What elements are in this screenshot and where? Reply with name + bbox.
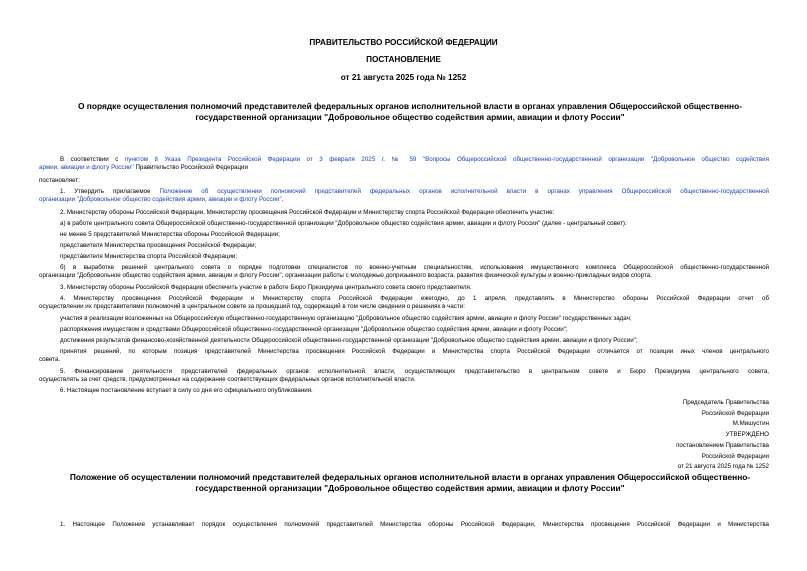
paragraph-line: не менее 5 представителей Министерства обороны Российской Федерации; [60,231,280,238]
paragraph-line: организации "Добровольное общество содействия армии, авиации и флоту России", организации работы с молодежью допризывного возраста, развития физической культуры и военно-прикладных видов спорта. [39,272,652,279]
signature-role: Председатель Правительства [682,399,769,406]
paragraph-line: 1. Настоящее Положение устанавливает порядок осуществления полномочий представителей Министерства обороны Российской Федерации, Министерства просвещения Российской Федерации и Министерства [60,521,769,528]
polozhenie-link-cont[interactable]: организации "Добровольное общество содействия армии, авиации и флоту России" [39,196,282,203]
approved-line: от 21 августа 2025 года № 1252 [677,463,769,471]
paragraph-line: представителя Министерства спорта Российской Федерации; [60,253,238,260]
signature-role: Российской Федерации [701,409,769,417]
paragraph-line: постановляет: [39,177,80,184]
paragraph-line [39,164,248,172]
doc-date-number: от 21 августа 2025 года № 1252 [340,73,467,82]
gov-header: ПРАВИТЕЛЬСТВО РОССИЙСКОЙ ФЕДЕРАЦИИ [309,38,498,47]
annex-title-line: государственной организации "Добровольное общество содействия армии, авиации и флоту России" [195,483,625,493]
doc-type: ПОСТАНОВЛЕНИЕ [366,55,441,64]
polozhenie-link[interactable]: Положение об осуществлении полномочий представителей федеральных органов исполнительной власти в органах управления Общероссийской общественно-государственной [159,188,769,195]
approved-line: Российской Федерации [701,452,769,460]
approved-word: УТВЕРЖДЕНО [725,431,769,439]
paragraph-line: 2. Министерству обороны Российской Федерации, Министерству просвещения Российской Федерации и Министерству спорта Российской Федерации обеспечить участие: [60,209,555,216]
paragraph-line: совета. [39,356,60,363]
doc-title [50,101,770,123]
annex-title [50,472,770,494]
paragraph-line: 4. Министерству просвещения Российской Федерации и Министерству спорта Российской Федерации ежегодно, до 1 апреля, представлять в Министерство обороны Российской Федерации отчет об [60,295,769,302]
paragraph-line: представителя Министерства просвещения Российской Федерации; [60,242,257,249]
paragraph-line [60,188,769,196]
paragraph-line: 6. Настоящее постановление вступает в силу со дня его официального опубликования. [60,387,313,394]
paragraph-line: достижения результатов финансово-хозяйственной деятельности Общероссийской общественно-государственной организации "Добровольное общество содействия армии, авиации и флоту России"; [60,337,638,344]
text-fragment: 1. Утвердить прилагаемое [60,188,160,195]
doc-title-line: О порядке осуществления полномочий представителей федеральных органов исполнительной власти в органах управления Общероссийской общественно- [77,101,743,111]
text-fragment: В соответствии с [60,156,125,163]
paragraph-line [60,156,769,164]
signature-block [676,398,769,473]
paragraph-line: участия в реализации возложенных на Общероссийскую общественно-государственную организацию "Добровольное общество содействия армии, авиации и флоту России" государственных задач; [60,315,632,322]
signature-name: М.Мишустин [732,420,769,428]
doc-title-line: государственной организации "Добровольное общество содействия армии, авиации и флоту России" [195,112,625,122]
paragraph-line [39,196,283,204]
annex-title-line: Положение об осуществлении полномочий представителей федеральных органов исполнительной власти в органах управления Общероссийской общественно- [69,472,751,482]
paragraph-line: осуществлении их представителями полномочий в центральном совете за прошедший год, содержащий в том числе сведения о решениях в части: [39,303,465,310]
paragraph-line: распоряжения имуществом и средствами Общероссийской общественно-государственной организации "Добровольное общество содействия армии, авиации и флоту России"; [60,326,568,333]
paragraph-line: а) в работе центрального совета Общероссийской общественно-государственной организации "Добровольное общество содействия армии, авиации и флоту России" (далее - центральный совет): [60,220,627,227]
text-fragment: . [281,196,284,203]
ukaz-link[interactable]: пунктом 8 Указа Президента Российской Федерации от 3 февраля 2025 г. № 59 "Вопросы Общероссийской общественно-государственной организации "Добровольное общество содействия [124,156,769,163]
paragraph-line: принятия решений, по которым позиция представителей Министерства просвещения Российской Федерации и Министерства спорта Российской Федерации отличается от позиции иных членов центрального [60,348,769,355]
paragraph-line: б) в выработке решений центрального совета о порядке подготовки специалистов по военно-учетным специальностям, использования имущественного комплекса Общероссийской общественно-государственной [60,264,769,271]
paragraph-line: 5. Финансирование деятельности представителей федеральных органов исполнительной власти, осуществляющих представительство в центральном совете и Бюро Президиума центрального совета, [60,368,769,375]
paragraph-line: осуществлять за счет средств, предусмотренных на содержание соответствующих федеральных органов исполнительной власти. [39,376,416,383]
text-fragment: Правительство Российской Федерации [133,164,248,171]
ukaz-link-cont[interactable]: армии, авиации и флоту России" [39,164,134,171]
paragraph-line: 3. Министерству обороны Российской Федерации обеспечить участие в работе Бюро Президиума центрального совета своего представителя. [60,284,472,291]
approved-line: постановлением Правительства [676,441,769,449]
